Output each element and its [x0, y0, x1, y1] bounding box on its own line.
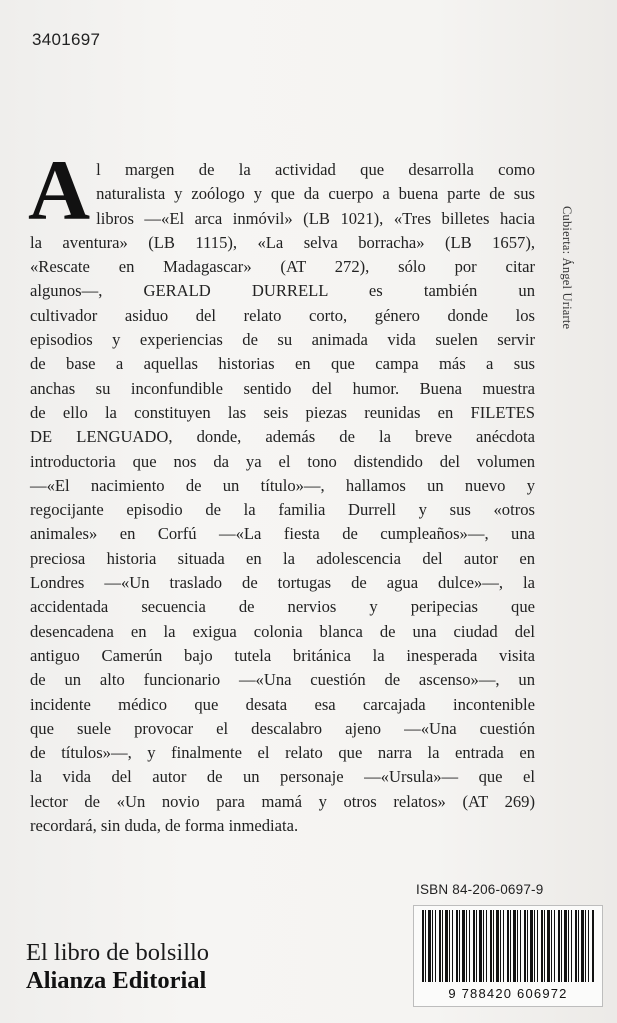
synopsis-line: l margen de la actividad que desarrolla como	[96, 160, 535, 179]
synopsis-line: lector de «Un novio para mamá y otros relatos» (AT 269)	[30, 791, 535, 811]
synopsis-line: recordará, sin duda, de forma inmediata.	[30, 816, 299, 836]
synopsis-line: que suele provocar el descalabro ajeno —«Una cuestión	[30, 718, 535, 738]
synopsis-lines	[28, 142, 535, 838]
synopsis-line: animales» en Corfú —«La fiesta de cumpleaños»—, una	[30, 524, 535, 544]
drop-cap: A	[28, 142, 91, 238]
isbn-label: ISBN 84-206-0697-9	[416, 882, 544, 897]
catalog-number: 3401697	[32, 30, 101, 49]
cover-credit: Cubierta: Ángel Uriarte	[560, 206, 574, 330]
synopsis-line: introductoria que nos da ya el tono distendido del volumen	[30, 451, 535, 471]
synopsis-line: anchas su inconfundible sentido del humor. Buena muestra	[30, 378, 535, 398]
synopsis-line: algunos—, GERALD DURRELL es también un	[30, 281, 535, 301]
synopsis-line: antiguo Camerún bajo tutela británica la inesperada visita	[30, 645, 535, 665]
synopsis-line: desencadena en la exigua colonia blanca de una ciudad del	[30, 621, 535, 641]
synopsis-line: naturalista y zoólogo y que da cuerpo a buena parte de sus	[96, 184, 535, 204]
synopsis-line: cultivador asiduo del relato corto, género donde los	[30, 305, 535, 325]
synopsis-line: la vida del autor de un personaje —«Ursula»— que el	[30, 767, 535, 787]
synopsis-line: «Rescate en Madagascar» (AT 272), sólo por citar	[30, 257, 535, 277]
barcode-bars	[422, 910, 594, 982]
synopsis-line: Londres —«Un traslado de tortugas de agua dulce»—, la	[30, 573, 535, 593]
publisher-name: Alianza Editorial	[26, 967, 207, 994]
synopsis-paragraph	[28, 142, 535, 838]
barcode	[413, 905, 603, 1007]
synopsis-line: de ello la constituyen las seis piezas reunidas en FILETES	[30, 402, 535, 422]
synopsis-line: incidente médico que desata esa carcajada incontenible	[30, 694, 535, 714]
barcode-digits: 9 788420 606972	[448, 986, 568, 1001]
synopsis-line: de base a aquellas historias en que campa más a sus	[30, 354, 535, 374]
synopsis-line: accidentada secuencia de nervios y peripecias que	[30, 597, 535, 617]
synopsis-line: la aventura» (LB 1115), «La selva borracha» (LB 1657),	[30, 232, 535, 252]
synopsis-line: episodios y experiencias de su animada vida suelen servir	[30, 330, 535, 350]
synopsis-line: preciosa historia situada en la adolescencia del autor en	[30, 548, 535, 568]
synopsis-line: libros —«El arca inmóvil» (LB 1021), «Tres billetes hacia	[96, 208, 535, 228]
series-name: El libro de bolsillo	[26, 939, 210, 966]
synopsis-line: —«El nacimiento de un título»—, hallamos un nuevo y	[30, 475, 535, 495]
synopsis-line: regocijante episodio de la familia Durrell y sus «otros	[30, 500, 535, 520]
synopsis-line: de un alto funcionario —«Una cuestión de ascenso»—, un	[30, 670, 535, 690]
synopsis-line: de títulos»—, y finalmente el relato que narra la entrada en	[30, 743, 535, 763]
synopsis-line: DE LENGUADO, donde, además de la breve anécdota	[30, 427, 535, 447]
